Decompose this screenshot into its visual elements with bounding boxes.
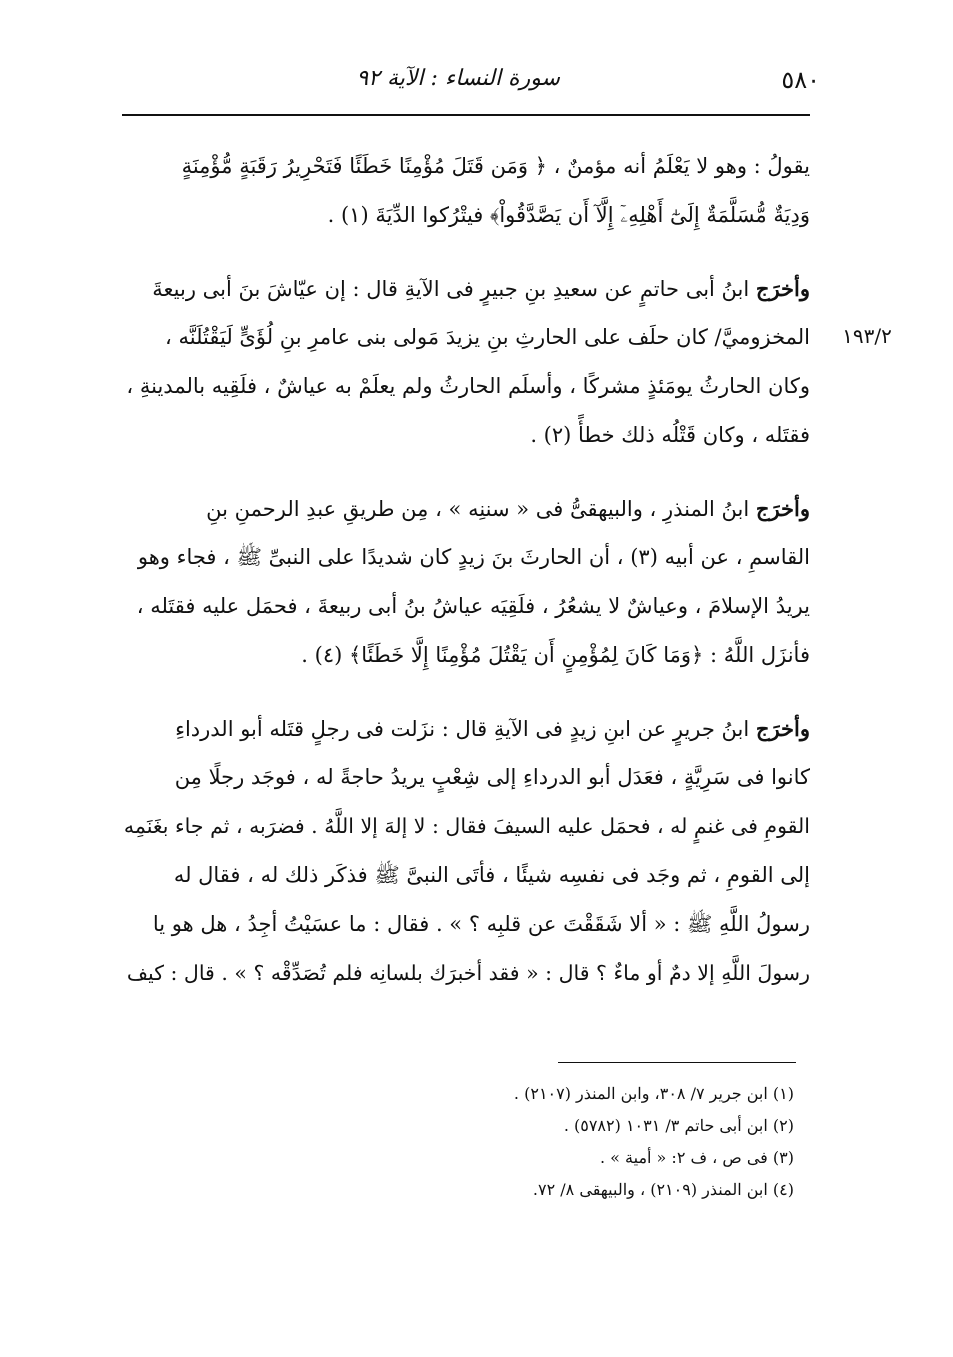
footnote-2: (٢) ابن أبى حاتم ٣/ ١٠٣١ (٥٧٨٢) . xyxy=(563,1116,794,1135)
text-line: وأخرَج ابنُ أبى حاتمٍ عن سعيدِ بنِ جبيرٍ فى الآيةِ قال : إن عيّاشَ بنَ أبى ربيعةَ xyxy=(152,276,810,301)
paragraph-4 xyxy=(120,704,810,998)
running-title: سورة النساء : الآية ٩٢ xyxy=(356,66,560,91)
text-line: القومِ فى غنمٍ له ، فحمَل عليه السيفَ فقال : لا إلهَ إلا اللَّهُ . فضرَبه ، ثم جاء بغَنَمِه xyxy=(123,814,810,838)
lead-word: وأخرَج xyxy=(755,716,810,741)
paragraph-1 xyxy=(120,142,810,240)
footnote-3: (٣) فى ص ، ف ٢: « أمية » . xyxy=(599,1148,794,1167)
text-line: فقتَله ، وكان قَتْلُه ذلك خطأً (٢) . xyxy=(530,423,810,447)
text-line: إلى القومِ ، ثم وجَد فى نفسِه شيئًا ، فأتَى النبىَّ ﷺ فذكَر ذلك له ، فقال له xyxy=(173,863,810,887)
text-line: وكان الحارثُ يومَئذٍ مشركًا ، وأسلَم الحارثُ ولم يعلَمْ به عياشٌ ، فلَقِيه بالمدينةِ ، xyxy=(126,374,810,398)
page-number: ٥٨٠ xyxy=(781,66,820,94)
text-line: وَدِيَةٌ مُّسَلَّمَةٌ إِلَىٰٓ أَهْلِهِۦٓ إِلَّآ أَن يَصَّدَّقُواْ﴾ فيتْرُكوا الدِّيَةَ (١) . xyxy=(327,203,810,227)
text-line: يقولُ : وهو لا يَعْلَمُ أنه مؤمنٌ ، ﴿ وَمَن قَتَلَ مُؤْمِنًا خَطَئًا فَتَحْرِيرُ رَقَبَةٍ مُّؤْمِنَةٍ xyxy=(181,154,810,178)
text-line: رسولَ اللَّهِ إلا دمٌ أو ماءٌ ؟ قال : « فقد أخبرَك بلسانِه فلم تُصَدِّقْه ؟ » . قال : كيف xyxy=(126,961,810,985)
margin-reference: ١٩٣/٢ xyxy=(842,324,892,348)
text-line: المخزوميَّ/ كان حلَف على الحارثِ بنِ يزيدَ مَولى بنى عامرِ بنِ لُؤَىٍّ لَيَقْتُلَنَّه ، xyxy=(165,325,810,349)
text-line: القاسمِ ، عن أبيه (٣) ، أن الحارثَ بنَ زيدٍ كان شديدًا على النبىِّ ﷺ ، فجاء وهو xyxy=(137,545,810,569)
paragraph-2 xyxy=(120,264,810,460)
page-header xyxy=(120,62,820,102)
header-rule xyxy=(122,114,810,116)
text-line: يريدُ الإسلامَ ، وعياشٌ لا يشعُرُ ، فلَقِيَه عياشُ بنُ أبى ربيعةَ ، فحمَل عليه فقتَله ، xyxy=(136,594,810,618)
text-line: فأنزَل اللَّهُ : ﴿وَمَا كَانَ لِمُؤْمِنٍ أَن يَقْتُلَ مُؤْمِنًا إِلَّا خَطَئًا﴾ (٤) . xyxy=(301,643,810,667)
footnotes xyxy=(300,1078,794,1206)
lead-word: وأخرَج xyxy=(755,496,810,521)
text-line: وأخرَج ابنُ المنذرِ ، والبيهقىُّ فى « سننِه » ، مِن طريقِ عبدِ الرحمنِ بنِ xyxy=(206,496,810,521)
footnote-rule xyxy=(558,1062,796,1063)
lead-word: وأخرَج xyxy=(755,276,810,301)
text-line: كانوا فى سَرِيَّةٍ ، فعَدَل أبو الدرداءِ إلى شِعْبٍ يريدُ حاجةً له ، فوجَد رجلًا مِن xyxy=(174,765,810,789)
text-line: رسولُ اللَّهِ ﷺ : « ألا شَقَقْتَ عن قلبِه ؟ » . فقال : ما عسَيْتُ أجِدُ ، هل هو يا xyxy=(152,912,810,936)
paragraph-3 xyxy=(120,484,810,680)
footnote-1: (١) ابن جرير ٧/ ٣٠٨، وابن المنذر (٢١٠٧) . xyxy=(513,1084,794,1103)
body-text xyxy=(120,142,810,1022)
text-line: وأخرَج ابنُ جريرٍ عن ابنِ زيدٍ فى الآيةِ قال : نزَلت فى رجلٍ قتَله أبو الدرداءِ xyxy=(175,716,810,741)
footnote-4: (٤) ابن المنذر (٢١٠٩) ، والبيهقى ٨/ ٧٢. xyxy=(532,1180,794,1199)
